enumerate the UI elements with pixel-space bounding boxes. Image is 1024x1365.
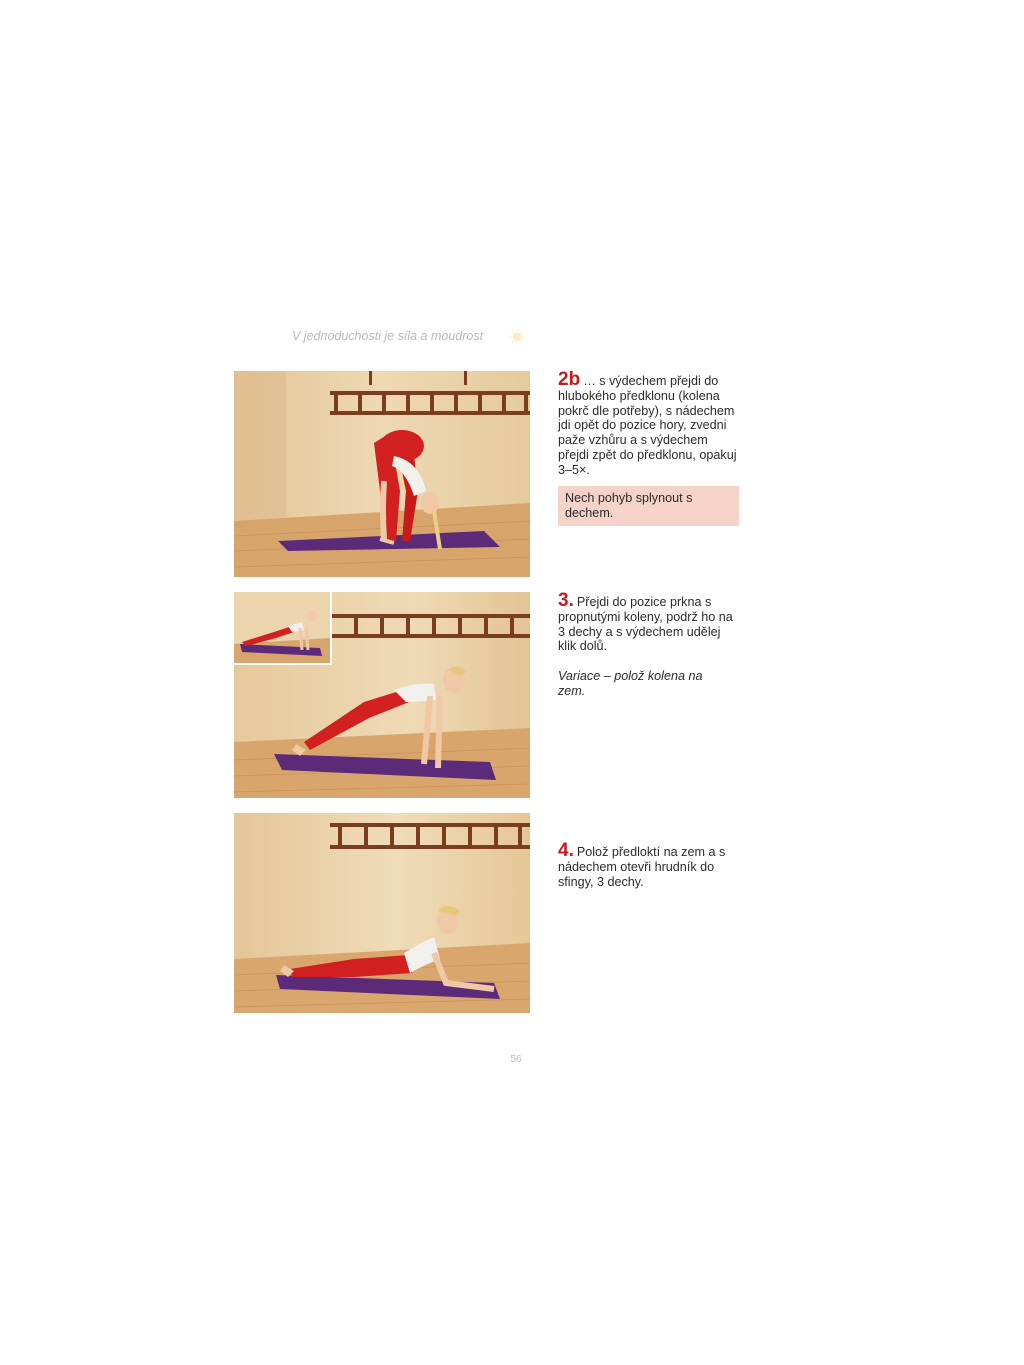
step-4-text: Polož předloktí na zem a s nádechem otevři hrudník do sfingy, 3 dechy.	[558, 845, 726, 889]
running-header: V jednoduchosti je síla a moudrost	[292, 329, 484, 343]
step-3-text: Přejdi do pozice prkna s propnutými koleny, podrž ho na 3 dechy a s výdechem udělej klik dolů.	[558, 595, 733, 654]
page-number: 56	[510, 1054, 522, 1065]
photo-sphinx	[234, 813, 530, 1013]
sun-icon	[509, 329, 525, 345]
photo-plank	[234, 592, 530, 798]
inset-photo-knee-plank	[234, 592, 332, 665]
step-2b-number: 2b	[558, 369, 581, 390]
step-3	[558, 590, 736, 699]
photo-forward-fold	[234, 371, 530, 577]
step-4-number: 4.	[558, 840, 574, 861]
step-4	[558, 840, 734, 889]
step-2b	[558, 369, 740, 478]
tip-text: Nech pohyb splynout s dechem.	[565, 491, 693, 520]
tip-box	[558, 486, 739, 526]
step-3-number: 3.	[558, 590, 574, 611]
step-2b-text: … s výdechem přejdi do hlubokého předklonu (kolena pokrč dle potřeby), s nádechem jdi opět do pozice hory, zvedni paže vzhůru a s výdechem přejdi zpět do předklonu, opakuj 3–5×.	[558, 374, 737, 477]
step-3-variation: Variace – polož kolena na zem.	[558, 669, 703, 698]
